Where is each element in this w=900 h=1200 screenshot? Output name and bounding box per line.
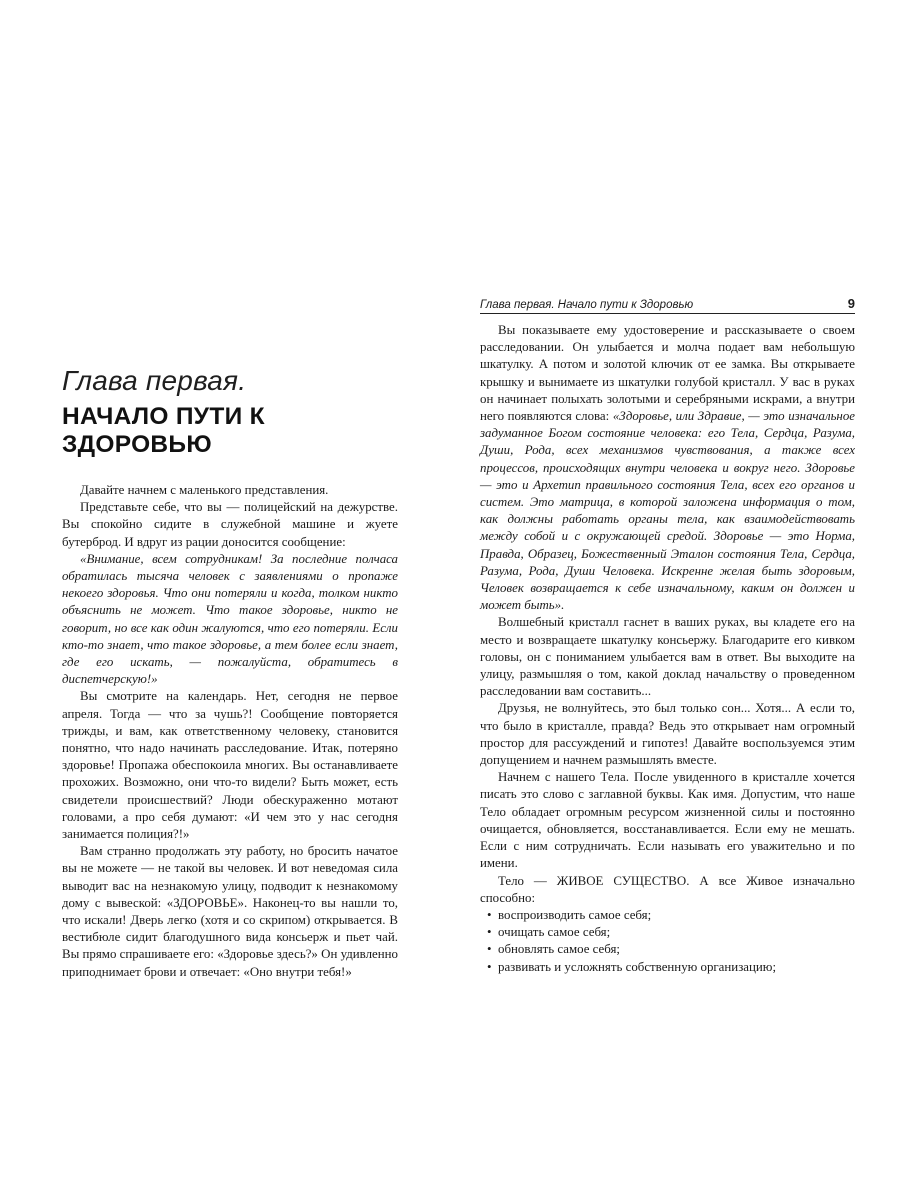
bullet-icon: • — [487, 959, 492, 974]
chapter-kicker: Глава первая. — [62, 365, 247, 396]
body-paragraph: Представьте себе, что вы — полицейский на дежурстве. Вы спокойно сидите в служебной машине и жуете бутерброд. И вдруг из рации доносится сообщение: — [62, 500, 398, 549]
bullet-icon: • — [487, 925, 492, 940]
body-paragraph — [480, 322, 855, 614]
radio-message-quote: «Внимание, всем сотрудникам! За последние полчаса обратилась тысяча человек с заявлениями о пропаже некоего здоровья. Что они потеряли и когда, толком никто объяснить не может. Что такое здоровье, никто не говорит, но все как один жалуются, что его потеряли. Если кто-то знает, что такое здоровье, а тем более если знает, где его искать, — пожалуйста, обратитесь в диспетчерскую!» — [62, 551, 398, 687]
body-paragraph: Друзья, не волнуйтесь, это был только сон... Хотя... А если то, что было в кристалле, правда? Ведь это открывает нам огромный простор для рассуждений и гипотез! Давайте воспользуемся этим допущением и начнем размышлять вместе. — [480, 701, 855, 768]
running-title: Глава первая. Начало пути к Здоровью — [480, 299, 694, 311]
list-item-text: очищать самое себя; — [498, 925, 611, 940]
list-item-text: воспроизводить самое себя; — [498, 907, 652, 922]
chapter-title: НАЧАЛО ПУТИ К ЗДОРОВЬЮ — [62, 403, 265, 458]
list-item — [480, 941, 855, 958]
body-paragraph: Начнем с нашего Тела. После увиденного в кристалле хочется писать это слово с заглавной буквы. Как имя. Допустим, что наше Тело обладает огромным ресурсом жизненной силы и постоянно очищается, обновляется, восстанавливается. Если ему не мешать. Если с ним сотрудничать. Если называть его уважительно и по имени. — [480, 770, 855, 871]
body-paragraph: Волшебный кристалл гаснет в ваших руках, вы кладете его на место и возвращаете шкатулку консьержу. Благодарите его кивком головы, он с пониманием улыбается вам в ответ. Вы выходите на улицу, размышляя о том, какой доклад начальству о проведенном расследовании вам составить... — [480, 615, 855, 699]
list-item — [480, 907, 855, 924]
body-paragraph: Тело — ЖИВОЕ СУЩЕСТВО. А все Живое изначально способно: — [480, 873, 855, 905]
chapter-heading — [62, 365, 398, 459]
list-item-text: обновлять самое себя; — [498, 942, 621, 957]
bullet-list — [480, 907, 855, 976]
right-page — [480, 296, 855, 976]
crystal-message-quote: «Здоровье, или Здравие, — это изначальное задуманное Богом состояние человека: его Тела, Сердца, Разума, Души, Рода, всех механизмов чувствования, а также всех процессов, происходящих внутри человека и вокруг него. Здоровье — это и Архетип правильного состояния Тела, всех его органов и систем. Это матрица, в которой заложена информация о том, как должны работать органы тела, как взаимодействовать между собой и с окружающей средой. Здоровье — это Норма, Правда, Образец, Божественный Эталон состояния Тела, Сердца, Разума, Рода, Души Человека. Искренне желая быть здоровым, Человек возвращается к себе изначальному, каким он должен и может быть». — [480, 409, 855, 613]
left-page-body — [62, 482, 398, 981]
bullet-icon: • — [487, 942, 492, 957]
body-paragraph: Вы смотрите на календарь. Нет, сегодня не первое апреля. Тогда — что за чушь?! Сообщение повторяется трижды, и вам, как ответственному человеку, становится понятно, что надо начинать расследование. Итак, потеряно здоровье! Пропажа обеспокоила многих. Вы останавливаете прохожих. Возможно, они что-то видели? Быть может, есть свидетели происшествий? Люди обескураженно мотают головами, а про себя думают: «И чем это у нас сегодня занимается полиция?!» — [62, 689, 398, 842]
list-item-text: развивать и усложнять собственную организацию; — [498, 959, 777, 974]
paragraph-text: Вы показываете ему удостоверение и рассказываете о своем расследовании. Он улыбается и молча подает вам небольшую шкатулку. А потом и золотой ключик от ее замка. Вы открываете крышку и вынимаете из шкатулки голубой кристалл. У вас в руках он начинает полыхать золотыми и серебряными искрами, а внутри него появляются слова: — [480, 323, 855, 424]
running-head — [480, 296, 855, 314]
list-item — [480, 959, 855, 976]
page-number: 9 — [847, 296, 855, 311]
bullet-icon: • — [487, 907, 492, 922]
body-paragraph: Давайте начнем с маленького представления. — [80, 483, 329, 497]
body-paragraph: Вам странно продолжать эту работу, но бросить начатое вы не можете — не такой вы человек. И вот неведомая сила выводит вас на незнакомую улицу, подводит к незнакомому дому с вывеской: «ЗДОРОВЬЕ». Наконец-то вы нашли то, что искали! Дверь легко (хотя и со скрипом) открывается. В вестибюле сидит благодушного вида консьерж и пьет чай. Вы прямо спрашиваете его: «Здоровье здесь?» Он удивленно приподнимает брови и отвечает: «Оно внутри тебя!» — [62, 844, 398, 979]
list-item — [480, 924, 855, 941]
